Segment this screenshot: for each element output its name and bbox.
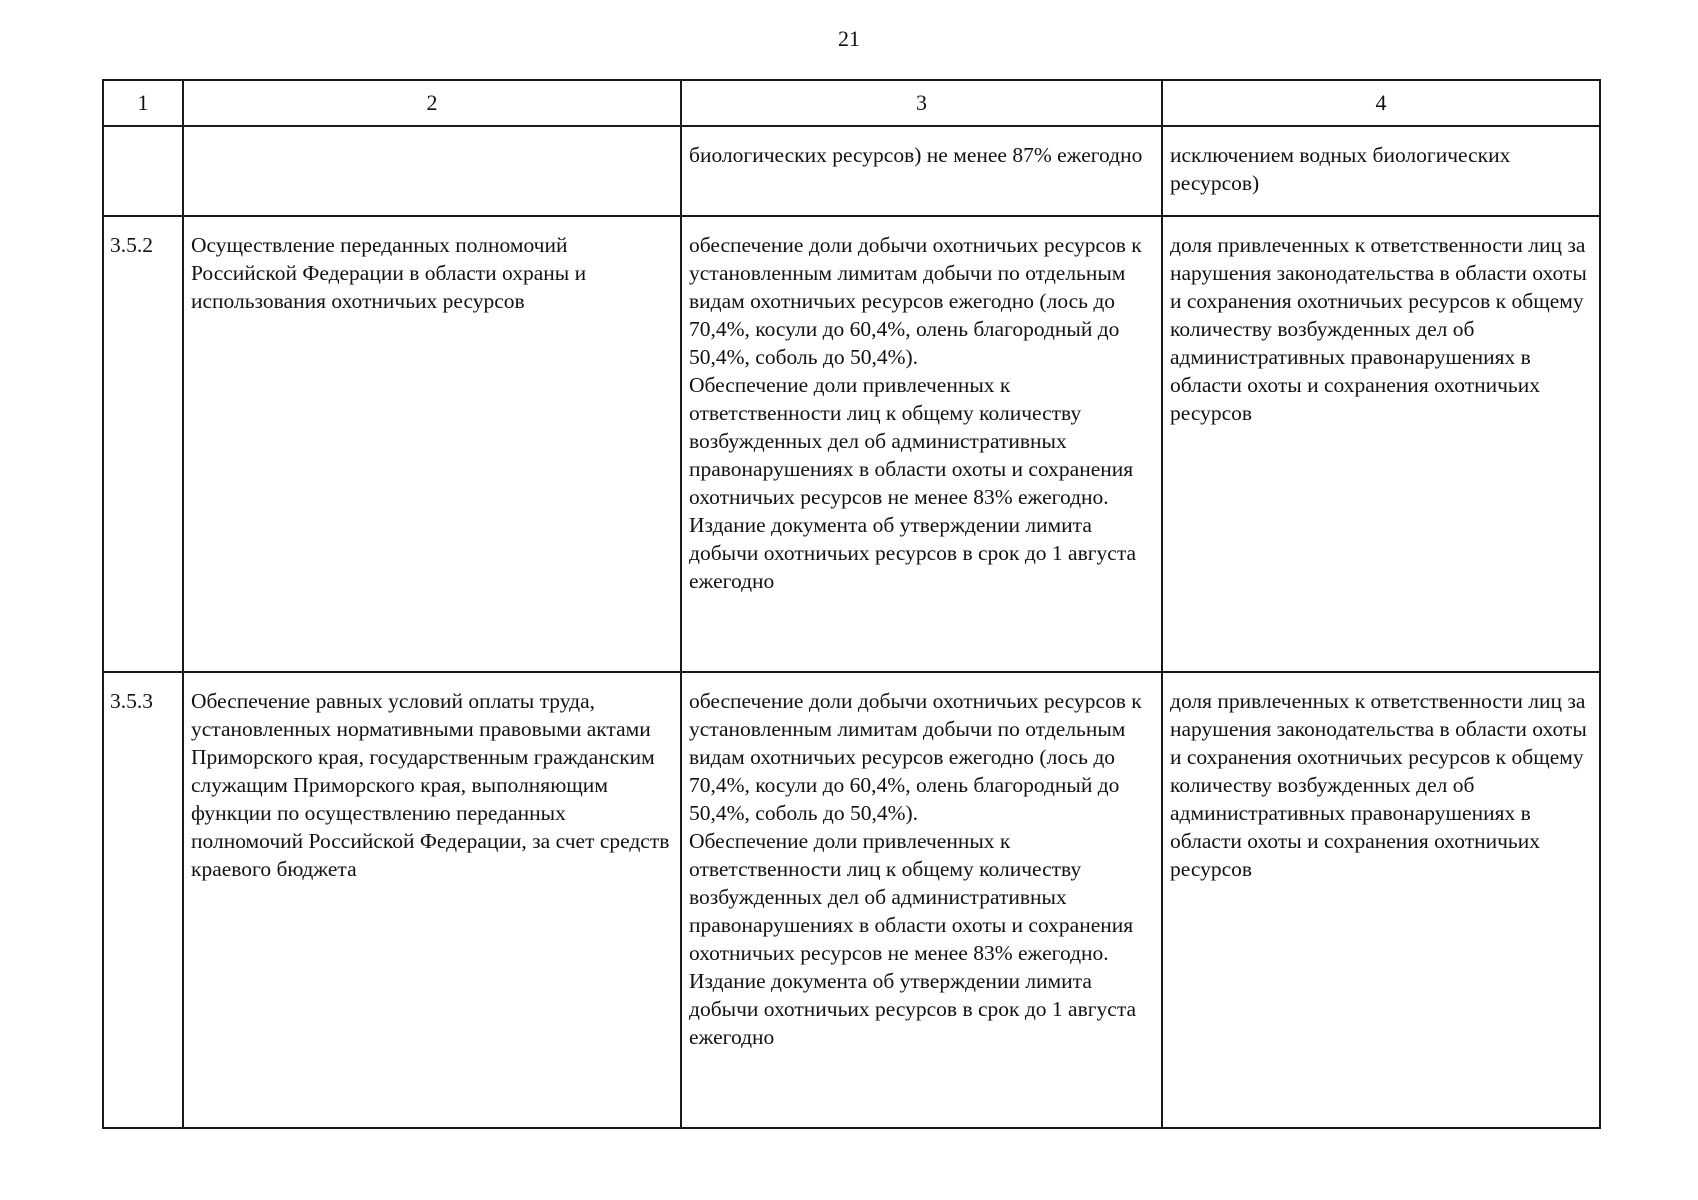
program-table [102, 79, 1601, 1129]
table-header-row [103, 80, 1600, 126]
continuation-result: биологических ресурсов) не менее 87% ежегодно [681, 126, 1162, 216]
row-number: 3.5.3 [103, 672, 183, 1128]
result-paragraph: Издание документа об утверждении лимита добычи охотничьих ресурсов в срок до 1 августа ежегодно [689, 513, 1137, 593]
table-row [103, 672, 1600, 1128]
result-paragraph: обеспечение доли добычи охотничьих ресурсов к установленным лимитам добычи по отдельным видам охотничьих ресурсов ежегодно (лось до 70,4%, косули до 60,4%, олень благородный до 50,4%, соболь до 50,4%). [689, 233, 1142, 369]
header-col-1: 1 [103, 80, 183, 126]
result-paragraph: Обеспечение доли привлеченных к ответственности лиц к общему количеству возбужденных дел об административных правонарушениях в области охоты и сохранения охотничьих ресурсов не менее 83% ежегодно. [689, 829, 1134, 965]
row-result [681, 672, 1162, 1128]
page-number: 21 [838, 26, 860, 51]
result-paragraph: Обеспечение доли привлеченных к ответственности лиц к общему количеству возбужденных дел об административных правонарушениях в области охоты и сохранения охотничьих ресурсов не менее 83% ежегодно. [689, 373, 1134, 509]
result-paragraph: Издание документа об утверждении лимита добычи охотничьих ресурсов в срок до 1 августа ежегодно [689, 969, 1137, 1049]
continuation-number [103, 126, 183, 216]
row-measure: Обеспечение равных условий оплаты труда, установленных нормативными правовыми актами Приморского края, государственным гражданским служащим Приморского края, выполняющим функции по осуществлению переданных полномочий Российской Федерации, за счет средств краевого бюджета [183, 672, 681, 1128]
row-result [681, 216, 1162, 672]
row-measure: Осуществление переданных полномочий Российской Федерации в области охраны и использования охотничьих ресурсов [183, 216, 681, 672]
header-col-2: 2 [183, 80, 681, 126]
continuation-measure [183, 126, 681, 216]
table-row [103, 216, 1600, 672]
continuation-row [103, 126, 1600, 216]
row-indicator: доля привлеченных к ответственности лиц за нарушения законодательства в области охоты и сохранения охотничьих ресурсов к общему количеству возбужденных дел об административных правонарушениях в области охоты и сохранения охотничьих ресурсов [1162, 672, 1600, 1128]
result-paragraph: обеспечение доли добычи охотничьих ресурсов к установленным лимитам добычи по отдельным видам охотничьих ресурсов ежегодно (лось до 70,4%, косули до 60,4%, олень благородный до 50,4%, соболь до 50,4%). [689, 689, 1142, 825]
continuation-indicator: исключением водных биологических ресурсов) [1162, 126, 1600, 216]
header-col-4: 4 [1162, 80, 1600, 126]
header-col-3: 3 [681, 80, 1162, 126]
row-indicator: доля привлеченных к ответственности лиц за нарушения законодательства в области охоты и сохранения охотничьих ресурсов к общему количеству возбужденных дел об административных правонарушениях в области охоты и сохранения охотничьих ресурсов [1162, 216, 1600, 672]
row-number: 3.5.2 [103, 216, 183, 672]
